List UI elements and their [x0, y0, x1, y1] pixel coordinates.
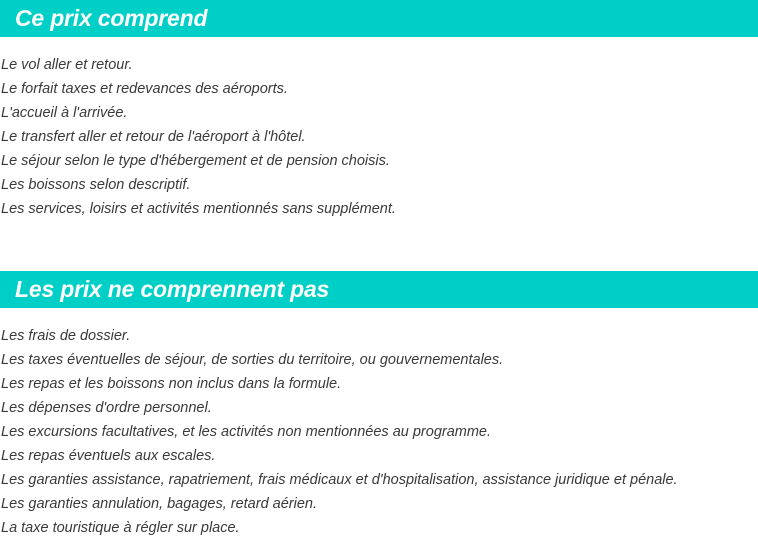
list-item: Les repas éventuels aux escales.: [1, 448, 216, 464]
list-item: Les repas et les boissons non inclus dans la formule.: [1, 376, 342, 392]
excluded-list: [0, 324, 758, 540]
list-item: La taxe touristique à régler sur place.: [1, 520, 240, 536]
list-item: Les garanties annulation, bagages, retard aérien.: [1, 496, 317, 512]
list-item: L'accueil à l'arrivée.: [1, 105, 128, 121]
list-item: Le forfait taxes et redevances des aéroports.: [1, 81, 288, 97]
excluded-title: Les prix ne comprennent pas: [15, 276, 330, 302]
list-item: Les taxes éventuelles de séjour, de sorties du territoire, ou gouvernementales.: [1, 352, 504, 368]
list-item: Le séjour selon le type d'hébergement et de pension choisis.: [1, 153, 390, 169]
included-title: Ce prix comprend: [15, 5, 208, 31]
excluded-header: [0, 271, 758, 308]
list-item: Les excursions facultatives, et les activités non mentionnées au programme.: [1, 424, 492, 440]
list-item: Les garanties assistance, rapatriement, frais médicaux et d'hospitalisation, assistance juridique et pénale.: [1, 472, 678, 488]
list-item: Le transfert aller et retour de l'aéroport à l'hôtel.: [1, 129, 306, 145]
list-item: Les boissons selon descriptif.: [1, 177, 191, 193]
list-item: Le vol aller et retour.: [1, 57, 133, 73]
list-item: Les services, loisirs et activités mentionnés sans supplément.: [1, 201, 396, 217]
included-header: [0, 0, 758, 37]
list-item: Les dépenses d'ordre personnel.: [1, 400, 212, 416]
list-item: Les frais de dossier.: [1, 328, 131, 344]
included-section: [0, 0, 758, 221]
included-list: [0, 53, 758, 221]
excluded-section: [0, 271, 758, 540]
